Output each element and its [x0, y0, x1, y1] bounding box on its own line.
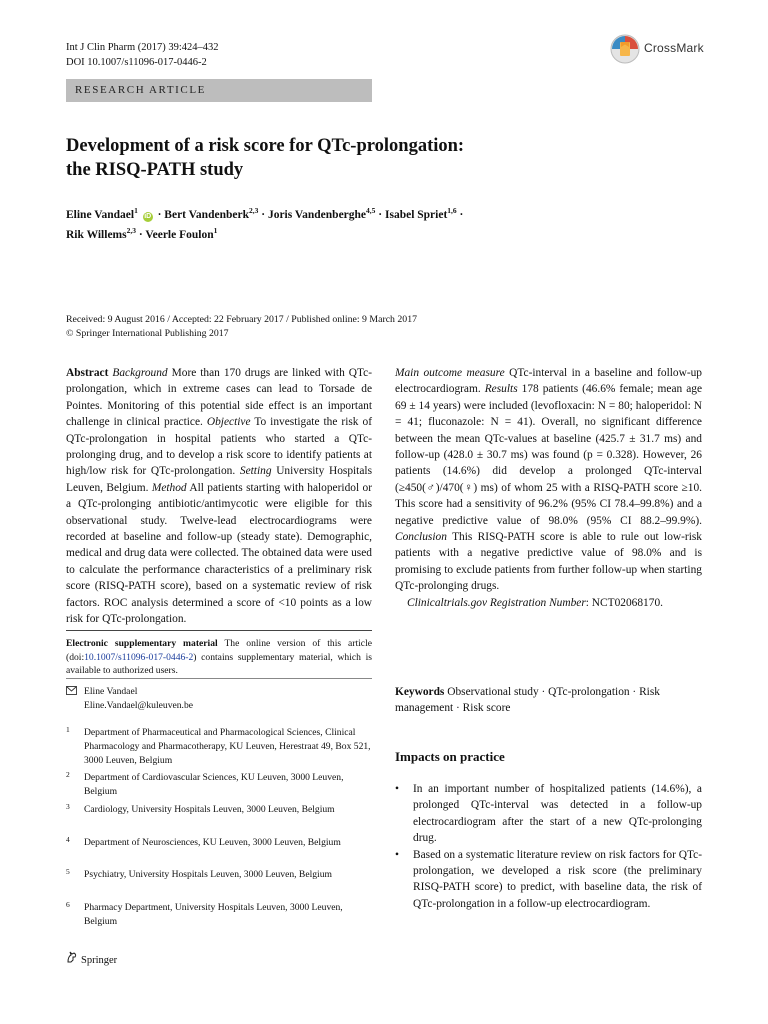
- affiliation: [66, 901, 372, 929]
- article-type-label: RESEARCH ARTICLE: [75, 84, 206, 96]
- abstract-main-outcome: QTc-interval in a baseline and follow-up electrocardiogram.: [395, 367, 703, 396]
- affiliation: [66, 726, 372, 767]
- author-name[interactable]: Rik Willems: [66, 228, 127, 241]
- affiliation-text: Department of Pharmaceutical and Pharmacological Sciences, Clinical Pharmacology and Pharmacotherapy, KU Leuven, Herestraat 49, Box 521, 3000 Leuven, Belgium: [84, 727, 371, 766]
- crossmark-badge[interactable]: [610, 33, 720, 65]
- author-name[interactable]: Isabel Spriet: [385, 208, 448, 221]
- abstract-background: More than 170 drugs are linked with QTc-prolongation, which in extreme cases can lead to Torsade de Pointes. Monitoring of this potential side effect is an important challenge in clinical practice.: [66, 367, 372, 429]
- affiliation-number: 4: [66, 835, 70, 844]
- affiliation: [66, 836, 372, 850]
- author-name[interactable]: Veerle Foulon: [145, 228, 214, 241]
- contact-email[interactable]: Eline.Vandael@kuleuven.be: [84, 699, 193, 711]
- title-line-2: the RISQ-PATH study: [66, 160, 244, 180]
- abstract-conclusion: This RISQ-PATH score is able to rule out low-risk patients with a negative predictive value of 98.0% and is promising to exclude patients from further follow-up when starting QTc-prolonging drugs.: [395, 531, 702, 593]
- list-item: [395, 847, 702, 913]
- abstract-main-outcome-label: Main outcome measure: [395, 367, 505, 379]
- impact-text: In an important number of hospitalized patients (14.6%), a prolonged QTc-interval was detected in a follow-up electrocardiogram after the start of a new QTc-prolonging drug.: [413, 783, 702, 845]
- keywords-label: Keywords: [395, 686, 445, 698]
- crossmark-label: CrossMark: [644, 41, 704, 55]
- bullet-icon: •: [395, 783, 399, 795]
- abstract-objective-label: Objective: [206, 416, 251, 429]
- journal-info: [66, 40, 219, 70]
- journal-citation: Int J Clin Pharm (2017) 39:424–432: [66, 42, 219, 53]
- author-separator: ·: [378, 208, 383, 221]
- esm-label: Electronic supplementary material: [66, 638, 218, 649]
- abstract-objective: To investigate the risk of QTc-prolongation in hospital patients who started a QTc-prolonging drug, and to develop a risk score to identify patients at high/low risk for QTc-prolongation.: [66, 416, 372, 478]
- title-line-1: Development of a risk score for QTc-prolongation:: [66, 136, 465, 156]
- article-type-banner: [66, 79, 372, 102]
- affiliation-text: Department of Neurosciences, KU Leuven, 3000 Leuven, Belgium: [84, 837, 341, 848]
- abstract-setting-label: Setting: [239, 465, 272, 478]
- affiliation-text: Pharmacy Department, University Hospitals Leuven, 3000 Leuven, Belgium: [84, 902, 343, 927]
- affiliation-number: 3: [66, 802, 70, 811]
- author-separator: ·: [157, 208, 162, 221]
- author-affiliation-ref: 2,3: [126, 225, 136, 235]
- abstract-column-right: [395, 365, 702, 611]
- author-separator: ·: [261, 208, 266, 221]
- copyright: © Springer International Publishing 2017: [66, 328, 229, 339]
- impact-text: Based on a systematic literature review on risk factors for QTc-prolongation, we developed a risk score (the preliminary RISQ-PATH score) to predict, with baseline data, the risk of QTc-prolongation in a follow-up electrocardiogram.: [413, 848, 702, 910]
- abstract-method-label: Method: [151, 481, 187, 494]
- author-separator: ·: [138, 228, 143, 241]
- springer-horse-icon: [66, 951, 78, 966]
- abstract-results: 178 patients (46.6% female; mean age 69 ± 14 years) were included (levofloxacin: N = 80; haloperidol: N = 41; fluconazole: N = 41). Overall, no significant difference between the mean QTc-values at baseline (425.7 ± 31.7 ms) and follow-up (428.0 ± 30.7 ms) was found (p = 0.328). However, 26 patients (14.6%) did develop a prolonged QTc-interval (≥450(♂)/470(♀) ms) of whom 25 with a RISQ-PATH score ≥10. This score had a sensitivity of 96.2% (95% CI 78.4–99.8%) and a negative predictive value of 98.0% (95% CI 88.2–99.9%).: [395, 383, 703, 527]
- list-item: [395, 781, 702, 847]
- corresponding-author: [66, 685, 372, 713]
- author-name[interactable]: Eline Vandael: [66, 208, 135, 221]
- affiliation-number: 1: [66, 725, 70, 734]
- abstract-column-left: [66, 365, 372, 628]
- author-name[interactable]: Bert Vandenberk: [164, 208, 249, 221]
- esm-text-start: The online version of this article (doi:: [66, 638, 372, 663]
- publication-dates: [66, 313, 686, 341]
- abstract-background-label: Background: [112, 367, 168, 379]
- affiliation: [66, 868, 372, 882]
- keywords: [395, 684, 702, 717]
- author-affiliation-ref: 4,5: [366, 206, 376, 215]
- author-affiliation-ref: 1,6: [447, 206, 457, 215]
- affiliation-number: 5: [66, 867, 70, 876]
- journal-doi: DOI 10.1007/s11096-017-0446-2: [66, 57, 207, 68]
- affiliation-number: 2: [66, 770, 70, 779]
- registration-label: Clinicaltrials.gov Registration Number: [407, 596, 586, 609]
- author-affiliation-ref: 1: [134, 206, 138, 215]
- author-separator: ·: [459, 208, 464, 221]
- author-affiliation-ref: 2,3: [248, 206, 259, 215]
- publisher-name: Springer: [81, 955, 118, 966]
- esm-doi-link[interactable]: 10.1007/s11096-017-0446-2: [84, 651, 194, 663]
- esm-text-end: ) contains supplementary material, which is available to authorized users.: [66, 651, 372, 676]
- affiliation-text: Psychiatry, University Hospitals Leuven, 3000 Leuven, Belgium: [84, 869, 332, 880]
- author-list: [66, 203, 586, 243]
- abstract-results-label: Results: [484, 383, 518, 396]
- abstract-method: All patients starting with haloperidol or a QTc-prolonging antibiotic/antimycotic were eligible for this observational study. Twelve-lead electrocardiograms were recorded at baseline and follow-up (steady state). Demographic, medical and drug data were collected. The obtained data were used to calculate the performance characteristics of a preliminary risk score (RISQ-PATH score), based on a systematic review of risk factors. ROC analysis determined a score of <10 points as a low risk for QTc-prolongation.: [66, 481, 372, 626]
- keywords-text: Observational study · QTc-prolongation · Risk management · Risk score: [395, 686, 660, 715]
- affiliation: [66, 803, 372, 817]
- supplementary-note: [66, 637, 372, 678]
- abstract-setting: University Hospitals Leuven, Belgium.: [66, 465, 372, 494]
- impacts-heading: Impacts on practice: [395, 749, 505, 764]
- history-dates: Received: 9 August 2016 / Accepted: 22 February 2017 / Published online: 9 March 2017: [66, 314, 417, 325]
- affiliation-text: Cardiology, University Hospitals Leuven, 3000 Leuven, Belgium: [84, 804, 335, 815]
- crossmark-icon: [610, 33, 640, 65]
- abstract-heading: Abstract: [66, 367, 109, 379]
- page-footer: [66, 951, 117, 966]
- orcid-icon[interactable]: iD: [144, 212, 152, 220]
- footnote-rule: [66, 630, 372, 631]
- author-name[interactable]: Joris Vandenberghe: [267, 208, 367, 221]
- registration-number: : NCT02068170.: [585, 596, 663, 609]
- author-affiliation-ref: 1: [213, 225, 218, 235]
- article-title: [66, 134, 626, 182]
- affiliation-text: Department of Cardiovascular Sciences, KU Leuven, 3000 Leuven, Belgium: [84, 772, 344, 797]
- affiliation: [66, 771, 372, 799]
- bullet-icon: •: [395, 848, 399, 861]
- affiliation-number: 6: [66, 900, 70, 909]
- footnote-rule: [66, 678, 372, 679]
- contact-name: Eline Vandael: [84, 686, 138, 697]
- envelope-icon: [66, 686, 77, 700]
- impacts-list: [395, 781, 702, 912]
- abstract-conclusion-label: Conclusion: [395, 531, 447, 544]
